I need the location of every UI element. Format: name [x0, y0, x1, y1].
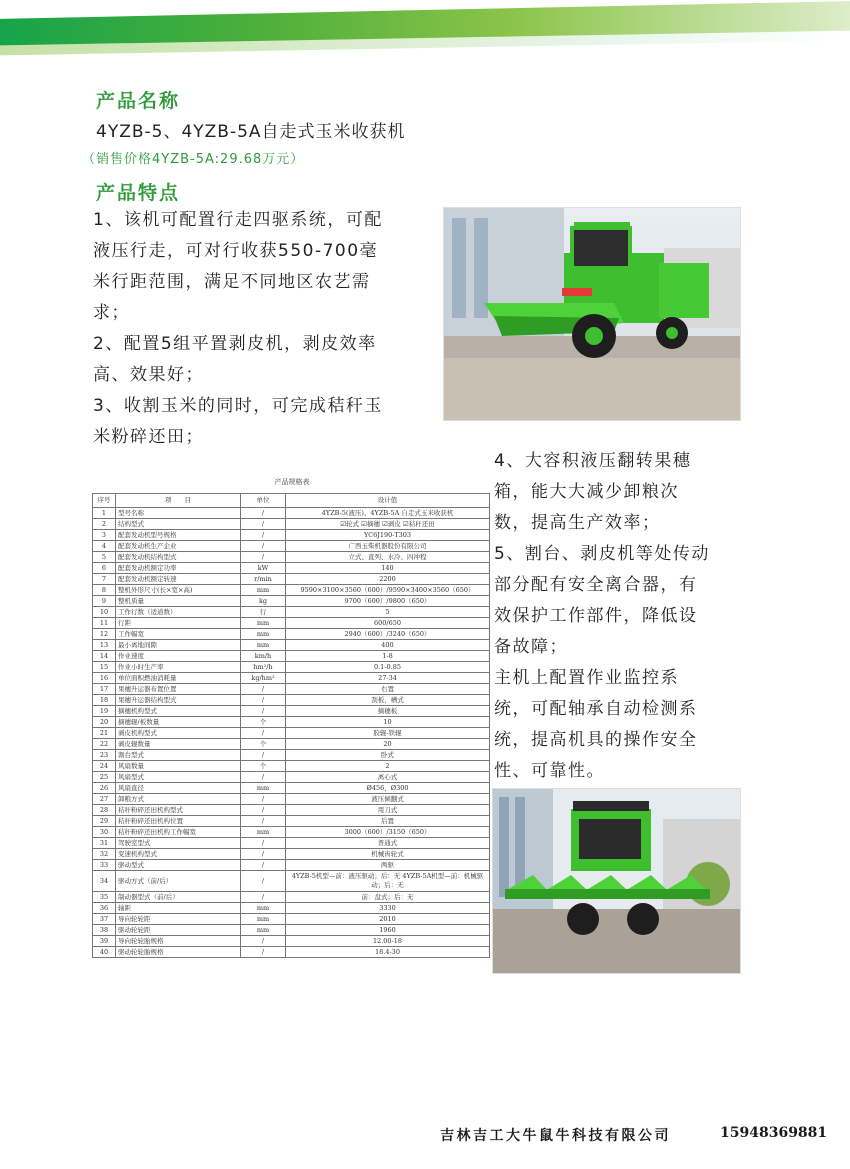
- table-cell: 39: [93, 936, 116, 947]
- table-row: [93, 607, 490, 618]
- table-row: [93, 925, 490, 936]
- table-cell: 4: [93, 541, 116, 552]
- table-cell: 普通式: [286, 838, 490, 849]
- table-cell: /: [241, 838, 286, 849]
- feature-line: 4、大容积液压翻转果穗: [494, 451, 692, 471]
- table-row: [93, 673, 490, 684]
- table-cell: 23: [93, 750, 116, 761]
- table-cell: ☑轮式 ☑摘穗 ☑剥皮 ☑秸秆还田: [286, 519, 490, 530]
- table-cell: 驾驶室型式: [116, 838, 241, 849]
- table-cell: 驱动轮轮胎规格: [116, 947, 241, 958]
- spec-table: [92, 493, 490, 958]
- feature-line: 2、配置5组平置剥皮机，剥皮效率: [93, 334, 377, 354]
- table-header-cell: 序号: [93, 494, 116, 508]
- table-row: [93, 903, 490, 914]
- table-cell: /: [241, 695, 286, 706]
- table-cell: 摘穗机构型式: [116, 706, 241, 717]
- table-cell: 6: [93, 563, 116, 574]
- header-decorative-band: [0, 0, 850, 60]
- table-cell: /: [241, 849, 286, 860]
- table-cell: 2200: [286, 574, 490, 585]
- table-cell: mm: [241, 618, 286, 629]
- table-cell: 14: [93, 651, 116, 662]
- table-cell: 前：盘式；后：无: [286, 892, 490, 903]
- feature-line: 3、收割玉米的同时，可完成秸秆玉: [93, 396, 383, 416]
- feature-line: 米粉碎还田；: [93, 427, 204, 447]
- table-cell: 右置: [286, 684, 490, 695]
- feature-line: 米行距范围，满足不同地区农艺需: [93, 272, 371, 292]
- table-header-cell: 设计值: [286, 494, 490, 508]
- feature-line: 性、可靠性。: [494, 761, 605, 781]
- table-cell: 24: [93, 761, 116, 772]
- table-cell: 29: [93, 816, 116, 827]
- table-cell: 28: [93, 805, 116, 816]
- table-row: [93, 936, 490, 947]
- table-cell: 变速机构型式: [116, 849, 241, 860]
- table-cell: kg: [241, 596, 286, 607]
- footer-company-name: 吉林吉工大牛鼠牛科技有限公司: [440, 1128, 671, 1144]
- table-cell: 卧式: [286, 750, 490, 761]
- feature-line: 主机上配置作业监控系: [494, 668, 679, 688]
- table-cell: r/min: [241, 574, 286, 585]
- table-cell: 割台型式: [116, 750, 241, 761]
- table-cell: 甩刀式: [286, 805, 490, 816]
- table-cell: /: [241, 947, 286, 958]
- table-cell: 30: [93, 827, 116, 838]
- table-cell: 摘穗板: [286, 706, 490, 717]
- table-cell: 驱动型式: [116, 860, 241, 871]
- table-cell: 刮板、槽式: [286, 695, 490, 706]
- table-cell: 400: [286, 640, 490, 651]
- table-cell: /: [241, 684, 286, 695]
- table-cell: /: [241, 519, 286, 530]
- table-row: [93, 519, 490, 530]
- table-cell: /: [241, 772, 286, 783]
- table-cell: 1: [93, 508, 116, 519]
- table-cell: /: [241, 552, 286, 563]
- table-cell: 18: [93, 695, 116, 706]
- table-header-row: [93, 494, 490, 508]
- table-cell: 3000（600）/3150（650）: [286, 827, 490, 838]
- table-cell: 2: [93, 519, 116, 530]
- table-cell: 4YZB-5(液压)、4YZB-5A 自走式玉米收获机: [286, 508, 490, 519]
- table-cell: kg/hm²: [241, 673, 286, 684]
- table-cell: mm: [241, 914, 286, 925]
- table-cell: 配套发动机生产企业: [116, 541, 241, 552]
- table-cell: hm²/h: [241, 662, 286, 673]
- table-cell: 驱动轮轮距: [116, 925, 241, 936]
- table-cell: 个: [241, 739, 286, 750]
- table-cell: 19: [93, 706, 116, 717]
- table-row: [93, 783, 490, 794]
- harvester-photo-bottom: [492, 788, 741, 974]
- table-cell: 离心式: [286, 772, 490, 783]
- table-cell: mm: [241, 827, 286, 838]
- table-cell: 后置: [286, 816, 490, 827]
- table-cell: 驱动方式（前/后）: [116, 871, 241, 892]
- table-row: [93, 651, 490, 662]
- table-cell: 37: [93, 914, 116, 925]
- table-cell: 液压倾翻式: [286, 794, 490, 805]
- table-cell: /: [241, 794, 286, 805]
- table-cell: 果穗升运器结构型式: [116, 695, 241, 706]
- table-cell: 工作行数（适道数）: [116, 607, 241, 618]
- table-cell: 13: [93, 640, 116, 651]
- table-cell: 25: [93, 772, 116, 783]
- table-cell: 11: [93, 618, 116, 629]
- table-cell: 17: [93, 684, 116, 695]
- table-row: [93, 684, 490, 695]
- table-cell: /: [241, 530, 286, 541]
- table-cell: mm: [241, 585, 286, 596]
- table-cell: mm: [241, 640, 286, 651]
- spec-table-title: 产品规格表: [274, 478, 310, 486]
- table-cell: 22: [93, 739, 116, 750]
- table-cell: 600/650: [286, 618, 490, 629]
- table-cell: 21: [93, 728, 116, 739]
- table-row: [93, 892, 490, 903]
- table-cell: /: [241, 871, 286, 892]
- table-cell: 10: [286, 717, 490, 728]
- table-cell: 个: [241, 717, 286, 728]
- table-cell: 导向轮轮距: [116, 914, 241, 925]
- table-cell: 8: [93, 585, 116, 596]
- table-cell: /: [241, 508, 286, 519]
- feature-line: 液压行走，可对行收获550-700毫: [93, 241, 379, 261]
- table-cell: 18.4-30: [286, 947, 490, 958]
- table-cell: kW: [241, 563, 286, 574]
- table-cell: 制动器型式（前/后）: [116, 892, 241, 903]
- table-cell: /: [241, 860, 286, 871]
- table-cell: 26: [93, 783, 116, 794]
- table-cell: 3: [93, 530, 116, 541]
- table-cell: 15: [93, 662, 116, 673]
- harvester-photo-top: [443, 207, 741, 421]
- table-cell: 10: [93, 607, 116, 618]
- table-cell: 机械齿轮式: [286, 849, 490, 860]
- table-cell: 个: [241, 761, 286, 772]
- table-cell: 立式、直列、水冷、四冲程: [286, 552, 490, 563]
- table-cell: 秸秆粉碎还田机构工作幅宽: [116, 827, 241, 838]
- table-row: [93, 805, 490, 816]
- feature-line: 箱，能大大减少卸粮次: [494, 482, 679, 502]
- table-cell: /: [241, 750, 286, 761]
- table-cell: /: [241, 728, 286, 739]
- table-cell: YC6J190-T303: [286, 530, 490, 541]
- table-cell: 秸秆粉碎还田机构型式: [116, 805, 241, 816]
- table-row: [93, 552, 490, 563]
- table-cell: 配套发动机结构型式: [116, 552, 241, 563]
- feature-line: 高、效果好；: [93, 365, 204, 385]
- table-cell: 20: [93, 717, 116, 728]
- table-cell: 单位面积燃油消耗量: [116, 673, 241, 684]
- table-cell: 12: [93, 629, 116, 640]
- table-cell: 配套发动机型号规格: [116, 530, 241, 541]
- table-row: [93, 827, 490, 838]
- table-row: [93, 947, 490, 958]
- table-cell: 秸秆粉碎还田机构位置: [116, 816, 241, 827]
- table-cell: 5: [286, 607, 490, 618]
- table-row: [93, 508, 490, 519]
- table-cell: 广西玉柴机器股份有限公司: [286, 541, 490, 552]
- table-row: [93, 640, 490, 651]
- feature-line: 部分配有安全离合器，有: [494, 575, 698, 595]
- table-cell: /: [241, 936, 286, 947]
- table-cell: 导向轮轮胎规格: [116, 936, 241, 947]
- table-cell: /: [241, 805, 286, 816]
- table-header-cell: 项 目: [116, 494, 241, 508]
- features-right: [494, 446, 749, 787]
- feature-line: 数，提高生产效率；: [494, 513, 661, 533]
- table-cell: 9590×3100×3560（600）/9590×3400×3560（650）: [286, 585, 490, 596]
- table-cell: 作业速度: [116, 651, 241, 662]
- table-cell: 16: [93, 673, 116, 684]
- feature-line: 5、割台、剥皮机等处传动: [494, 544, 710, 564]
- table-row: [93, 871, 490, 892]
- table-row: [93, 816, 490, 827]
- table-cell: 34: [93, 871, 116, 892]
- table-row: [93, 706, 490, 717]
- table-cell: 整机质量: [116, 596, 241, 607]
- table-cell: 40: [93, 947, 116, 958]
- table-cell: 剥皮辊数量: [116, 739, 241, 750]
- table-cell: 风扇直径: [116, 783, 241, 794]
- table-row: [93, 629, 490, 640]
- table-cell: km/h: [241, 651, 286, 662]
- product-features-title: 产品特点: [96, 182, 181, 204]
- table-cell: 配套发动机额定转速: [116, 574, 241, 585]
- table-cell: 4YZB-5机型—前：液压驱动；后：无 4YZB-5A机型—前：机械驱动；后：无: [286, 871, 490, 892]
- footer-phone-number: 15948369881: [720, 1125, 828, 1141]
- table-cell: 3330: [286, 903, 490, 914]
- table-row: [93, 662, 490, 673]
- table-row: [93, 717, 490, 728]
- product-model: 4YZB-5、4YZB-5A自走式玉米收获机: [96, 122, 406, 142]
- table-cell: 12.00-18: [286, 936, 490, 947]
- table-cell: mm: [241, 903, 286, 914]
- table-cell: 摘穗辊/板数量: [116, 717, 241, 728]
- table-row: [93, 618, 490, 629]
- table-cell: 胶辊-铁辊: [286, 728, 490, 739]
- table-cell: 20: [286, 739, 490, 750]
- feature-line: 备故障；: [494, 637, 568, 657]
- table-cell: 32: [93, 849, 116, 860]
- product-price: （销售价格4YZB-5A:29.68万元）: [82, 152, 305, 167]
- table-header-cell: 单位: [241, 494, 286, 508]
- table-row: [93, 739, 490, 750]
- table-cell: 整机外形尺寸(长×宽×高): [116, 585, 241, 596]
- table-cell: 行距: [116, 618, 241, 629]
- feature-line: 1、该机可配置行走四驱系统，可配: [93, 210, 383, 230]
- table-cell: 27-34: [286, 673, 490, 684]
- table-row: [93, 563, 490, 574]
- table-cell: 36: [93, 903, 116, 914]
- table-row: [93, 574, 490, 585]
- table-row: [93, 849, 490, 860]
- table-cell: 33: [93, 860, 116, 871]
- table-row: [93, 860, 490, 871]
- table-cell: 5: [93, 552, 116, 563]
- table-cell: 卸粮方式: [116, 794, 241, 805]
- table-cell: 风扇数量: [116, 761, 241, 772]
- table-cell: 工作幅宽: [116, 629, 241, 640]
- table-cell: 35: [93, 892, 116, 903]
- table-row: [93, 750, 490, 761]
- table-row: [93, 530, 490, 541]
- table-cell: 0.1-0.85: [286, 662, 490, 673]
- table-cell: 型号名称: [116, 508, 241, 519]
- table-row: [93, 585, 490, 596]
- table-row: [93, 728, 490, 739]
- table-cell: mm: [241, 925, 286, 936]
- table-row: [93, 772, 490, 783]
- feature-line: 统，提高机具的操作安全: [494, 730, 698, 750]
- table-row: [93, 794, 490, 805]
- table-cell: mm: [241, 783, 286, 794]
- table-cell: 27: [93, 794, 116, 805]
- table-cell: 行: [241, 607, 286, 618]
- table-cell: 140: [286, 563, 490, 574]
- table-row: [93, 541, 490, 552]
- table-row: [93, 761, 490, 772]
- feature-line: 效保护工作部件，降低设: [494, 606, 698, 626]
- table-cell: /: [241, 541, 286, 552]
- table-cell: 38: [93, 925, 116, 936]
- table-row: [93, 596, 490, 607]
- table-cell: 7: [93, 574, 116, 585]
- table-cell: 9700（600）/9800（650）: [286, 596, 490, 607]
- table-cell: 轴距: [116, 903, 241, 914]
- table-cell: /: [241, 706, 286, 717]
- table-cell: mm: [241, 629, 286, 640]
- table-cell: 2940（600）/3240（650）: [286, 629, 490, 640]
- table-cell: 果穗升运器布置位置: [116, 684, 241, 695]
- table-cell: 2: [286, 761, 490, 772]
- table-cell: /: [241, 892, 286, 903]
- features-left: [93, 205, 433, 453]
- table-cell: 9: [93, 596, 116, 607]
- product-name-title: 产品名称: [96, 90, 181, 112]
- table-cell: 1960: [286, 925, 490, 936]
- table-cell: 风扇型式: [116, 772, 241, 783]
- table-cell: 配套发动机额定功率: [116, 563, 241, 574]
- feature-line: 求；: [93, 303, 130, 323]
- table-cell: 结构型式: [116, 519, 241, 530]
- table-cell: 作业小时生产率: [116, 662, 241, 673]
- table-cell: 最小离地间隙: [116, 640, 241, 651]
- table-cell: 剥皮机构型式: [116, 728, 241, 739]
- table-cell: 31: [93, 838, 116, 849]
- feature-line: 统，可配轴承自动检测系: [494, 699, 698, 719]
- table-cell: 2010: [286, 914, 490, 925]
- table-cell: Ø456，Ø300: [286, 783, 490, 794]
- table-cell: 1-8: [286, 651, 490, 662]
- table-row: [93, 695, 490, 706]
- table-cell: /: [241, 816, 286, 827]
- table-cell: 两驱: [286, 860, 490, 871]
- table-row: [93, 838, 490, 849]
- table-row: [93, 914, 490, 925]
